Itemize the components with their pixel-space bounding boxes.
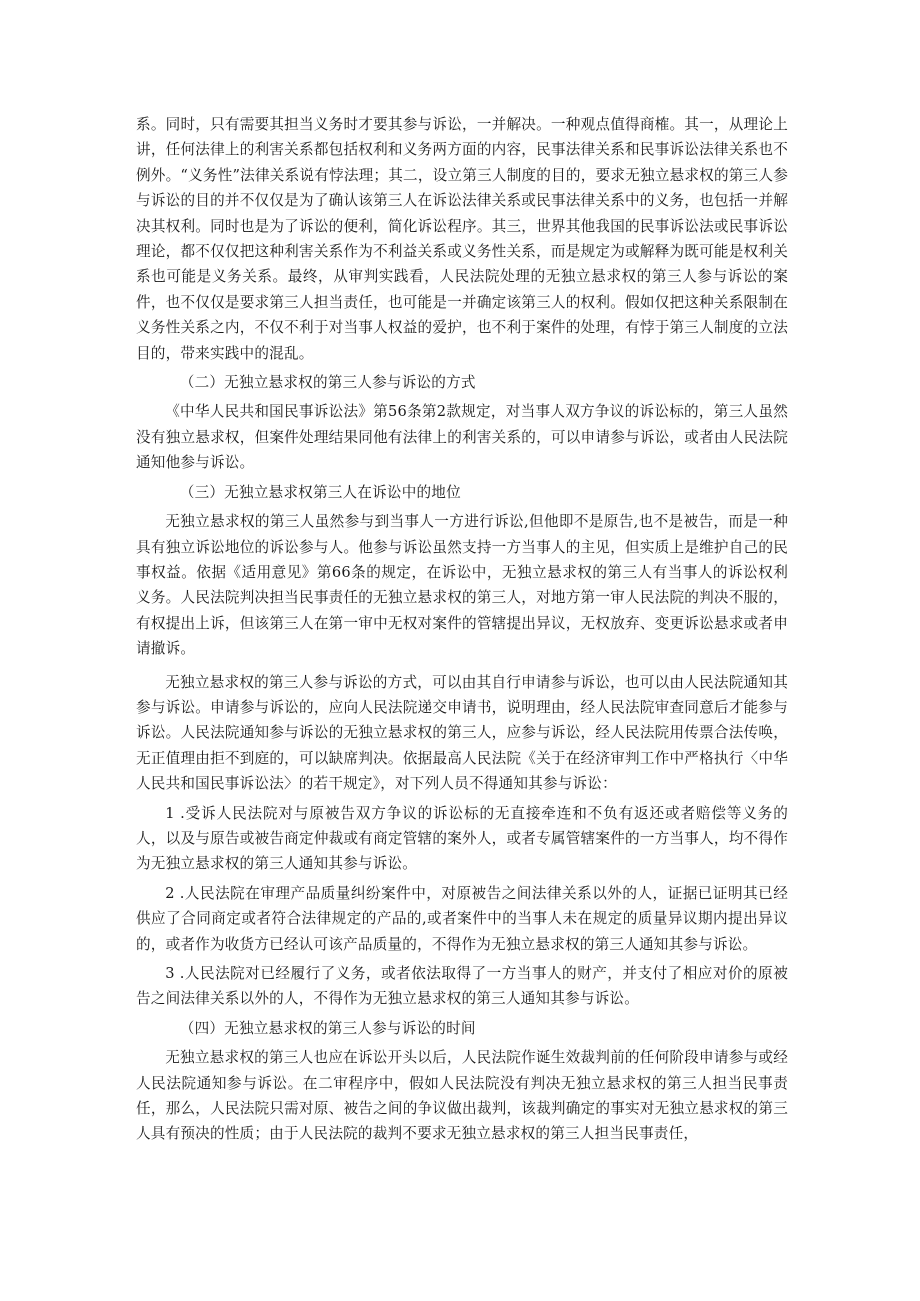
paragraph-third-party-status: 无独立悬求权的第三人虽然参与到当事人一方进行诉讼,但他即不是原告,也不是被告，而是一种具有独立诉讼地位的诉讼参与人。他参与诉讼虽然支持一方当事人的主见，但实质上是维护自己的民事权益。依据《适用意见》第66条的规定，在诉讼中，无独立悬求权的第三人有当事人的诉讼权利义务。人民法院判决担当民事责任的无独立悬求权的第三人，对地方第一审人民法院的判决不服的，有权提出上诉，但该第三人在第一审中无权对案件的管辖提出异议，无权放弃、变更诉讼悬求或者申请撤诉。 [136, 513, 788, 658]
section-heading-3: （三）无独立悬求权第三人在诉讼中的地位 [179, 483, 461, 501]
document-page [136, 112, 788, 1147]
paragraph-continuation: 系。同时，只有需要其担当义务时才要其参与诉讼，一并解决。一种观点值得商榷。其一，从理论上讲，任何法律上的利害关系都包括权利和义务两方面的内容，民事法律关系和民事诉讼法律关系也不例外。“义务性”法律关系说有悖法理；其二，设立第三人制度的目的，要求无独立悬求权的第三人参与诉讼的目的并不仅仅是为了确认该第三人在诉讼法律关系或民事法律关系中的义务，也包括一并解决其权利。同时也是为了诉讼的便利，简化诉讼程序。其三，世界其他我国的民事诉讼法或民事诉讼理论，都不仅仅把这种利害关系作为不利益关系或义务性关系，而是规定为或解释为既可能是权利关系也可能是义务关系。最终，从审判实践看，人民法院处理的无独立悬求权的第三人参与诉讼的案件，也不仅仅是要求第三人担当责任，也可能是一并确定该第三人的权利。假如仅把这种关系限制在义务性关系之内，不仅不利于对当事人权益的爱护，也不利于案件的处理，有悖于第三人制度的立法目的，带来实践中的混乱。 [136, 116, 788, 362]
section-heading-2: （二）无独立悬求权的第三人参与诉讼的方式 [179, 374, 476, 392]
list-item-3: 3 .人民法院对已经履行了义务，或者依法取得了一方当事人的财产，并支付了相应对价的原被告之间法律关系以外的人，不得作为无独立悬求权的第三人通知其参与诉讼。 [136, 965, 788, 1008]
paragraph-participation-time: 无独立悬求权的第三人也应在诉讼开头以后，人民法院作诞生效裁判前的任何阶段申请参与或经人民法院通知参与诉讼。在二审程序中，假如人民法院没有判决无独立悬求权的第三人担当民事责任，那么，人民法院只需对原、被告之间的争议做出裁判，该裁判确定的事实对无独立悬求权的第三人具有预决的性质；由于人民法院的裁判不要求无独立悬求权的第三人担当民事责任， [136, 1049, 788, 1143]
section-heading-4: （四）无独立悬求权的第三人参与诉讼的时间 [179, 1019, 476, 1037]
paragraph-participation-method: 无独立悬求权的第三人参与诉讼的方式，可以由其自行申请参与诉讼，也可以由人民法院通知其参与诉讼。申请参与诉讼的，应向人民法院递交申请书，说明理由，经人民法院审查同意后才能参与诉讼。人民法院通知参与诉讼的无独立悬求权的第三人，应参与诉讼，经人民法院用传票合法传唤，无正值理由拒不到庭的，可以缺席判决。依据最高人民法院《关于在经济审判工作中严格执行〈中华人民共和国民事诉讼法〉的若干规定》，对下列人员不得通知其参与诉讼： [136, 673, 788, 793]
list-item-1: 1 .受诉人民法院对与原被告双方争议的诉讼标的无直接牵连和不负有返还或者赔偿等义务的人，以及与原告或被告商定仲裁或有商定管辖的案外人，或者专属管辖案件的一方当事人，均不得作为无独立悬求权的第三人通知其参与诉讼。 [136, 804, 788, 873]
list-item-2: 2 .人民法院在审理产品质量纠纷案件中，对原被告之间法律关系以外的人，证据已证明其已经供应了合同商定或者符合法律规定的产品的,或者案件中的当事人未在规定的质量异议期内提出异议的，或者作为收货方已经认可该产品质量的，不得作为无独立悬求权的第三人通知其参与诉讼。 [136, 884, 788, 953]
paragraph-civil-procedure-law: 《中华人民共和国民事诉讼法》第56条第2款规定，对当事人双方争议的诉讼标的，第三人虽然没有独立悬求权，但案件处理结果同他有法律上的利害关系的，可以申请参与诉讼，或者由人民法院通知他参与诉讼。 [136, 403, 788, 472]
